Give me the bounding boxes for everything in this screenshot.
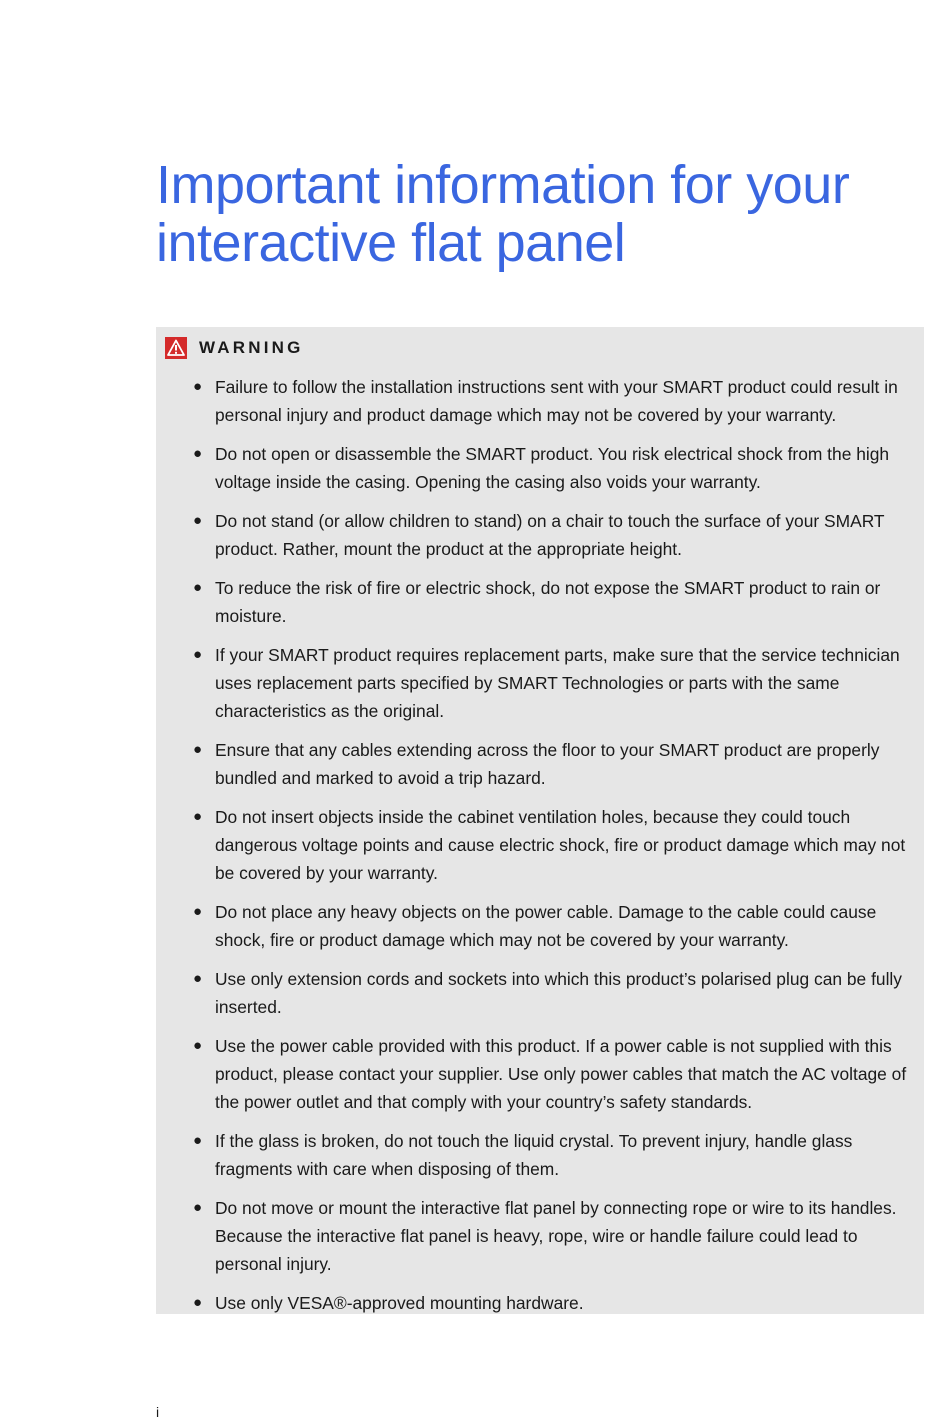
- page-title: Important information for your interactive flat panel: [156, 155, 850, 273]
- list-item: [156, 965, 924, 1021]
- list-item-text: Use only extension cords and sockets into which this product’s polarised plug can be fully inserted.: [215, 969, 902, 1017]
- list-item: [156, 574, 924, 630]
- bullet-icon: ●: [193, 445, 203, 462]
- bullet-icon: ●: [193, 903, 203, 920]
- warning-header: [165, 336, 304, 360]
- bullet-icon: ●: [193, 970, 203, 987]
- warning-list: [156, 373, 924, 1328]
- list-item: [156, 440, 924, 496]
- list-item: [156, 1289, 924, 1317]
- list-item: [156, 736, 924, 792]
- list-item-text: Do not place any heavy objects on the power cable. Damage to the cable could cause shock, fire or product damage which may not be covered by your warranty.: [215, 902, 877, 950]
- bullet-icon: ●: [193, 1037, 203, 1054]
- bullet-icon: ●: [193, 1199, 203, 1216]
- list-item-text: Failure to follow the installation instructions sent with your SMART product could result in personal injury and product damage which may not be covered by your warranty.: [215, 377, 898, 425]
- bullet-icon: ●: [193, 808, 203, 825]
- list-item-text: Use the power cable provided with this product. If a power cable is not supplied with this product, please contact your supplier. Use only power cables that match the AC voltage of the power outlet and that comply with your country’s safety standards.: [215, 1036, 907, 1112]
- list-item: [156, 1127, 924, 1183]
- list-item-text: Do not move or mount the interactive flat panel by connecting rope or wire to its handles. Because the interactive flat panel is heavy, rope, wire or handle failure could lead to personal injury.: [215, 1198, 897, 1274]
- warning-triangle-icon: [165, 337, 187, 359]
- list-item-text: If your SMART product requires replacement parts, make sure that the service technician uses replacement parts specified by SMART Technologies or parts with the same characteristics as the original.: [215, 645, 900, 721]
- warning-box: [156, 327, 924, 1314]
- list-item: [156, 641, 924, 725]
- list-item-text: If the glass is broken, do not touch the liquid crystal. To prevent injury, handle glass fragments with care when disposing of them.: [215, 1131, 853, 1179]
- list-item: [156, 803, 924, 887]
- bullet-icon: ●: [193, 579, 203, 596]
- bullet-icon: ●: [193, 741, 203, 758]
- page-number: i: [156, 1404, 160, 1420]
- list-item-text: Ensure that any cables extending across the floor to your SMART product are properly bundled and marked to avoid a trip hazard.: [215, 740, 880, 788]
- list-item: [156, 898, 924, 954]
- list-item-text: Use only VESA®-approved mounting hardware.: [215, 1293, 584, 1313]
- list-item: [156, 507, 924, 563]
- list-item: [156, 373, 924, 429]
- bullet-icon: ●: [193, 378, 203, 395]
- list-item-text: Do not insert objects inside the cabinet ventilation holes, because they could touch dangerous voltage points and cause electric shock, fire or product damage which may not be covered by your warranty.: [215, 807, 906, 883]
- bullet-icon: ●: [193, 512, 203, 529]
- bullet-icon: ●: [193, 1294, 203, 1311]
- list-item: [156, 1032, 924, 1116]
- bullet-icon: ●: [193, 1132, 203, 1149]
- list-item-text: To reduce the risk of fire or electric shock, do not expose the SMART product to rain or moisture.: [215, 578, 881, 626]
- list-item: [156, 1194, 924, 1278]
- bullet-icon: ●: [193, 646, 203, 663]
- list-item-text: Do not open or disassemble the SMART product. You risk electrical shock from the high voltage inside the casing. Opening the casing also voids your warranty.: [215, 444, 890, 492]
- warning-label: WARNING: [199, 338, 304, 357]
- list-item-text: Do not stand (or allow children to stand) on a chair to touch the surface of your SMART product. Rather, mount the product at the appropriate height.: [215, 511, 885, 559]
